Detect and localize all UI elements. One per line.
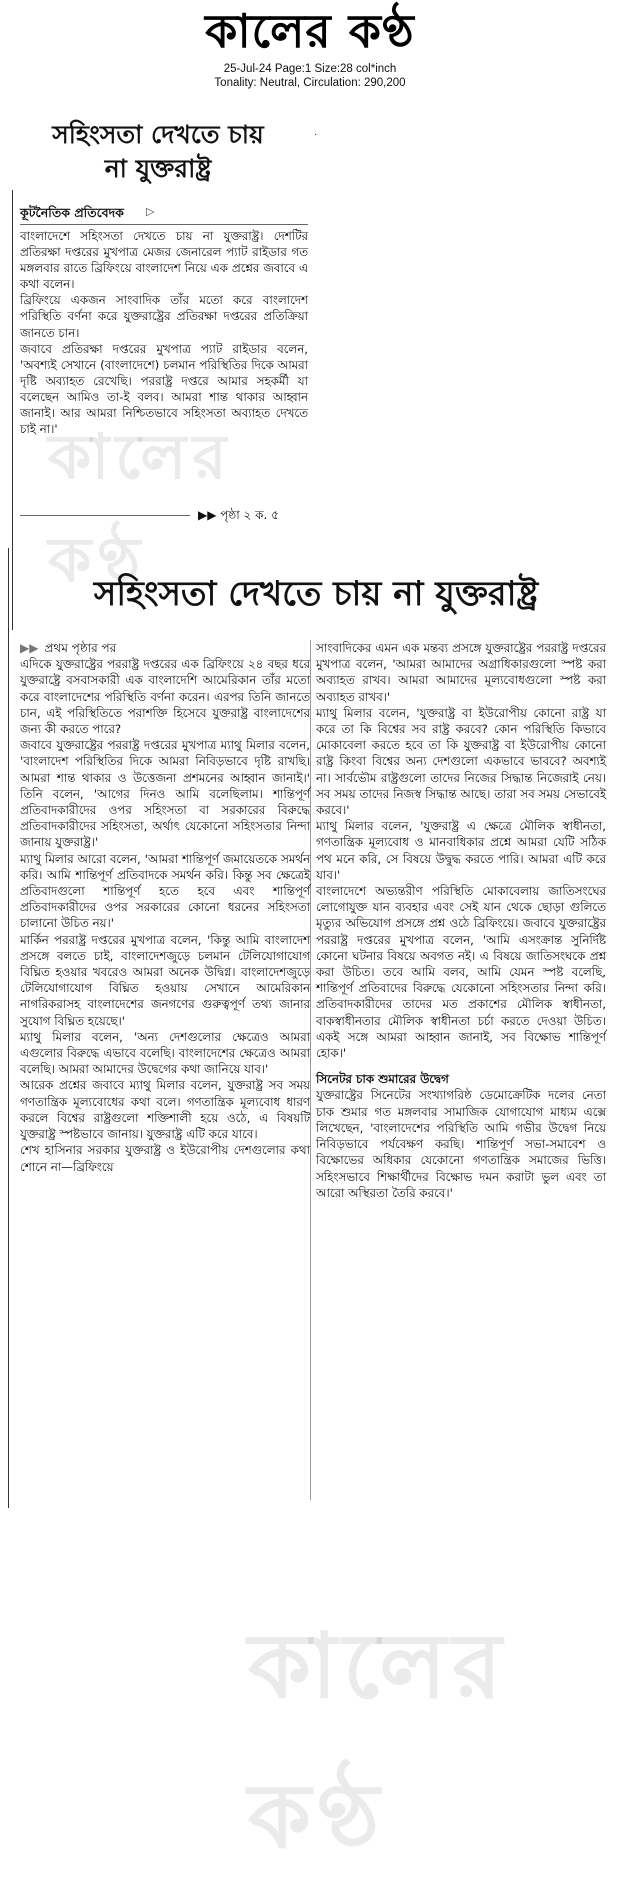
article-paragraph: সাংবাদিকের এমন এক মন্তব্য প্রসঙ্গে যুক্তরাষ্ট্রের পররাষ্ট্র দপ্তরের মুখপাত্র বলেন, 'আমরা আমাদের অগ্রাধিকারগুলো স্পষ্ট করা অব্যাহত রাখব। আমরা আমাদের মূল্যবোধগুলো স্পষ্ট করা অব্যাহত রাখব।' (316, 641, 606, 704)
article-paragraph: শেখ হাসিনার সরকার যুক্তরাষ্ট্র ও ইউরোপীয় দেশগুলোর কথা শোনে না—ব্রিফিংয়ে (20, 1143, 310, 1174)
continue-arrow-icon: ▶▶ (20, 641, 39, 655)
front-paragraph: ব্রিফিংয়ে একজন সাংবাদিক তাঁর মতো করে বাংলাদেশ পরিস্থিতি বর্ণনা করে যুক্তরাষ্ট্রের প্রতিরক্ষা দপ্তরের প্রতিক্রিয়া জানতে চান। (20, 293, 308, 340)
article-paragraph: বাংলাদেশে অভ্যন্তরীণ পরিস্থিতি মোকাবেলায় জাতিসংঘের লোগোযুক্ত যান ব্যবহার এবং সেই যান থেকে ছোড়া গুলিতে মৃত্যুর অভিযোগ প্রসঙ্গে প্রশ্ন ওঠে ব্রিফিংয়ে। জবাবে যুক্তরাষ্ট্রের পররাষ্ট্র দপ্তরের মুখপাত্র বলেন, 'আমি এসংক্রান্ত সুনির্দিষ্ট কোনো ঘটনার বিষয়ে অবগত নই। এ বিষয়ে জাতিসংঘকে প্রশ্ন করা উচিত। তবে আমি বলব, আমি যেমন স্পষ্ট বলেছি, শান্তিপূর্ণ প্রতিবাদের বিরুদ্ধে যেকোনো সহিংসতার নিন্দা করি। প্রতিবাদকারীদের তাদের মত প্রকাশের মৌলিক স্বাধীনতা, বাকস্বাধীনতার মৌলিক স্বাধীনতা চর্চা করতে দেওয়া উচিত। একই সঙ্গে আমরা আহ্বান জানাই, সব বিক্ষোভ শান্তিপূর্ণ হোক।' (316, 884, 606, 1061)
continued-from-text: প্রথম পৃষ্ঠার পর (44, 641, 117, 655)
article-paragraph: এদিকে যুক্তরাষ্ট্রের পররাষ্ট্র দপ্তরের এক ব্রিফিংয়ে ২৪ বছর ধরে যুক্তরাষ্ট্রে বসবাসকারী এক বাংলাদেশি আমেরিকান তাঁর মতো করে বাংলাদেশের পরিস্থিতি বর্ণনা করেন। এরপর তিনি জানতে চান, এই পরিস্থিতিতে পরাশক্তি হিসেবে যুক্তরাষ্ট্র বাংলাদেশের জন্য কী করতে পারে? (20, 657, 310, 737)
continued-headline: সহিংসতা দেখতে চায় না যুক্তরাষ্ট্র (93, 574, 539, 614)
article-paragraph: ম্যাথু মিলার বলেন, 'অন্য দেশগুলোর ক্ষেত্রেও আমরা এগুলোর বিরুদ্ধে এভাবে বলেছি। বাংলাদেশের ক্ষেত্রেও আমরা বলেছি। আমরা আমাদের উদ্বেগের কথা জানিয়ে যাব।' (20, 1029, 310, 1077)
clip-meta-tonality: Tonality: Neutral, Circulation: 290,200 (214, 77, 406, 89)
article-paragraph: মার্কিন পররাষ্ট্র দপ্তরের মুখপাত্র বলেন, 'কিন্তু আমি বাংলাদেশ প্রসঙ্গে বলতে চাই, বাংলাদেশজুড়ে চলমান টেলিযোগাযোগ বিঘ্নিত হওয়ার খবরেও আমরা অনেক উদ্বিগ্ন। বাংলাদেশজুড়ে টেলিযোগাযোগ বিঘ্নিত হওয়ায় সেখানে আমেরিকান নাগরিকরাসহ বাংলাদেশের জনগণের গুরুত্বপূর্ণ তথ্য জানার সুযোগ বিঘ্নিত হয়েছে।' (20, 932, 310, 1028)
masthead (0, 0, 622, 95)
watermark: কালের কণ্ঠ (48, 420, 233, 596)
front-paragraph: জবাবে প্রতিরক্ষা দপ্তরের মুখপাত্র প্যাট রাইডার বলেন, 'অবশ্যই সেখানে (বাংলাদেশে) চলমান পরিস্থিতির দিকে আমরা দৃষ্টি অব্যাহত রেখেছি। পররাষ্ট্র দপ্তরে আমার সহকর্মী যা বলেছেন আমিও তা-ই বলব। আমরা শান্ত থাকার আহ্বান জানাই। আর আমরা নিশ্চিতভাবে সহিংসতা অব্যাহত দেখতে চাই না।' (20, 341, 308, 437)
watermark: কালের কণ্ঠ (248, 1614, 508, 1869)
newspaper-logo: কালের কণ্ঠ (205, 4, 415, 58)
byline: কূটনৈতিক প্রতিবেদক (20, 205, 124, 220)
byline-rule (20, 224, 308, 225)
front-headline: সহিংসতা দেখতে চায় না যুক্তরাষ্ট্র (52, 120, 264, 183)
front-paragraph: বাংলাদেশে সহিংসতা দেখতে চায় না যুক্তরাষ্ট্র। দেশটির প্রতিরক্ষা দপ্তরের মুখপাত্র মেজর জেনারেল প্যাট রাইডার গত মঙ্গলবার রাতে ব্রিফিংয়ে বাংলাদেশ নিয়ে এক প্রশ্নের জবাবে এ কথা বলেন। (20, 229, 308, 292)
subheading: সিনেটর চাক শুমারের উদ্বেগ (316, 1072, 449, 1087)
clip-border (8, 548, 9, 1508)
article-paragraph: যুক্তরাষ্ট্রের সিনেটের সংখ্যাগরিষ্ঠ ডেমোক্রেটিক দলের নেতা চাক শুমার গত মঙ্গলবার সামাজিক যোগাযোগ মাধ্যম এক্সে লিখেছেন, 'বাংলাদেশের পরিস্থিতি আমি গভীর উদ্বেগ নিয়ে নিবিড়ভাবে পর্যবেক্ষণ করছি। শান্তিপূর্ণ সভা-সমাবেশ ও বিক্ষোভের অধিকার যেকোনো গণতান্ত্রিক সমাজের ভিত্তি। সহিংসভাবে শিক্ষার্থীদের বিক্ষোভ দমন করাটা ভুল এবং তা আরো অস্থিরতা তৈরি করবে।' (316, 1088, 606, 1200)
front-body (20, 228, 308, 437)
article-paragraph: ম্যাথু মিলার আরো বলেন, 'আমরা শান্তিপূর্ণ জমায়েতকে সমর্থন করি। আমি শান্তিপূর্ণ প্রতিবাদকে সমর্থন করি। কিন্তু সব ক্ষেত্রেই প্রতিবাদগুলো শান্তিপূর্ণ হতে হবে এবং শান্তিপূর্ণ প্রতিবাদকারীদের ওপর সরকারের কোনো ধরনের সহিংসতা চালানো উচিত নয়।' (20, 851, 310, 931)
margin-mark: · (314, 130, 318, 141)
front-page-clipping (8, 110, 308, 596)
article-paragraph: ম্যাথু মিলার বলেন, 'যুক্তরাষ্ট্র বা ইউরোপীয় কোনো রাষ্ট্র যা করে তা কি বিশ্বের সব রাষ্ট্র করবে? কোন পরিস্থিতি কিভাবে মোকাবেলা করতে হবে তা কি যুক্তরাষ্ট্র বা ইউরোপীয় কোনো রাষ্ট্র কিংবা বিশ্বের অন্য দেশগুলো একভাবে ভাববে? অবশ্যই না। সার্বভৌম রাষ্ট্রগুলো তাদের নিজের সিদ্ধান্ত নিজেরাই নেয়। সব সময় তাদের নিজস্ব সিদ্ধান্ত আছে। তারা সব সময় সেভাবেই করবে।' (316, 705, 606, 818)
byline-arrow-icon: ▷ (146, 205, 155, 218)
column-divider (310, 640, 311, 1500)
jump-reference: ▶▶ পৃষ্ঠা ২ ক. ৫ (198, 508, 279, 522)
continued-clipping (8, 548, 614, 1869)
clip-meta-date: 25-Jul-24 Page:1 Size:28 col*inch (223, 63, 397, 75)
article-paragraph: জবাবে যুক্তরাষ্ট্রের পররাষ্ট্র দপ্তরের মুখপাত্র ম্যাথু মিলার বলেন, 'বাংলাদেশ পরিস্থিতির দিকে আমরা নিবিড়ভাবে দৃষ্টি রাখছি। আমরা শান্ত থাকার ও উত্তেজনা প্রশমনের আহ্বান জানাই।' তিনি বলেন, 'আগের দিনও আমি বলেছিলাম। শান্তিপূর্ণ প্রতিবাদকারীদের ওপর সহিংসতা বা সরকারের বিরুদ্ধে প্রতিবাদকারীদের সহিংসতা, অর্থাৎ যেকোনো সহিংসতার নিন্দা জানায় যুক্তরাষ্ট্র।' (20, 738, 310, 850)
continued-from-label (20, 640, 310, 656)
article-paragraph: ম্যাথু মিলার বলেন, 'যুক্তরাষ্ট্র এ ক্ষেত্রে মৌলিক স্বাধীনতা, গণতান্ত্রিক মূল্যবোধ ও মানবাধিকার প্রশ্নে আমরা যেটি সঠিক পথ মনে করি, সে বিষয়ে উদ্বুদ্ধ করতে পারি। আমরা এটি করে যাব।' (316, 819, 606, 882)
article-paragraph: আরেক প্রশ্নের জবাবে ম্যাথু মিলার বলেন, যুক্তরাষ্ট্র সব সময় গণতান্ত্রিক মূল্যবোধের কথা বলে। গণতান্ত্রিক মূল্যবোধ ধারণ করলে বিশ্বের রাষ্ট্রগুলো শক্তিশালী হয়ে ওঠে, এ বিষয়টি যুক্তরাষ্ট্র স্পষ্টভাবে জানায়। যুক্তরাষ্ট্র এটি করে যাবে। (20, 1078, 310, 1142)
left-column (20, 640, 310, 1175)
right-column (316, 640, 606, 1201)
